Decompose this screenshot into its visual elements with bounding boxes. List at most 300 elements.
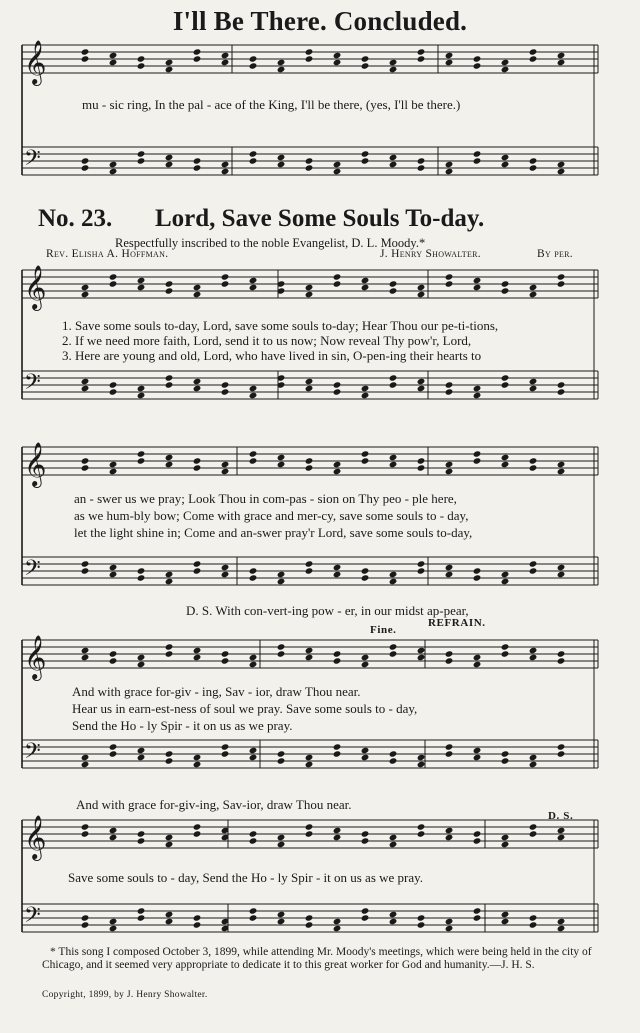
note-head <box>501 650 510 657</box>
note-head <box>529 654 538 661</box>
note-head <box>473 747 482 754</box>
note-head <box>417 823 426 830</box>
note-head <box>277 650 286 657</box>
note-head <box>109 564 118 571</box>
note-head <box>277 911 286 918</box>
note-head <box>389 834 398 841</box>
note-head <box>109 280 118 287</box>
hymn-number: No. 23. <box>38 205 113 232</box>
note-head <box>305 164 314 171</box>
note-head <box>389 287 398 294</box>
note-head <box>305 284 314 291</box>
note-head <box>193 457 202 464</box>
note-head <box>165 643 174 650</box>
note-head <box>445 461 454 468</box>
note-head <box>417 567 426 574</box>
note-head <box>277 59 286 66</box>
note-head <box>81 654 90 661</box>
note-head <box>193 55 202 62</box>
note-head <box>417 48 426 55</box>
note-head <box>137 62 146 69</box>
note-head <box>193 48 202 55</box>
note-head <box>305 754 314 761</box>
note-head <box>249 837 258 844</box>
note-head <box>417 385 426 392</box>
note-head <box>249 754 258 761</box>
note-head <box>529 560 538 567</box>
note-head <box>249 392 258 399</box>
note-head <box>249 830 258 837</box>
note-head <box>221 161 230 168</box>
note-head <box>165 461 174 468</box>
note-head <box>137 567 146 574</box>
note-head <box>193 761 202 768</box>
note-head <box>389 841 398 848</box>
note-head <box>361 574 370 581</box>
note-head <box>249 450 258 457</box>
note-head <box>557 461 566 468</box>
bass-clef-icon: 𝄢 <box>24 556 41 586</box>
note-head <box>221 59 230 66</box>
note-head <box>557 564 566 571</box>
note-head <box>361 385 370 392</box>
note-head <box>137 654 146 661</box>
note-head <box>361 277 370 284</box>
note-head <box>445 750 454 757</box>
note-head <box>277 571 286 578</box>
note-head <box>389 374 398 381</box>
note-head <box>333 571 342 578</box>
note-head <box>193 284 202 291</box>
note-head <box>361 661 370 668</box>
note-head <box>361 830 370 837</box>
note-head <box>81 291 90 298</box>
note-head <box>389 59 398 66</box>
note-head <box>529 157 538 164</box>
note-head <box>361 754 370 761</box>
note-head <box>333 834 342 841</box>
note-head <box>165 841 174 848</box>
note-head <box>305 647 314 654</box>
note-head <box>361 55 370 62</box>
note-head <box>445 743 454 750</box>
note-head <box>445 273 454 280</box>
note-head <box>417 55 426 62</box>
note-head <box>221 381 230 388</box>
note-head <box>221 571 230 578</box>
note-head <box>557 280 566 287</box>
note-head <box>81 921 90 928</box>
note-head <box>193 385 202 392</box>
note-head <box>109 925 118 932</box>
note-head <box>417 157 426 164</box>
note-head <box>445 918 454 925</box>
note-head <box>277 918 286 925</box>
note-head <box>165 66 174 73</box>
note-head <box>473 574 482 581</box>
note-head <box>417 378 426 385</box>
note-head <box>501 374 510 381</box>
note-head <box>221 52 230 59</box>
note-head <box>221 280 230 287</box>
note-head <box>81 761 90 768</box>
copyright: Copyright, 1899, by J. Henry Showalter. <box>42 990 208 1000</box>
note-head <box>277 750 286 757</box>
note-head <box>109 657 118 664</box>
note-head <box>165 571 174 578</box>
note-head <box>557 168 566 175</box>
note-head <box>501 66 510 73</box>
note-head <box>333 388 342 395</box>
ds-lyric-line: D. S. With con-vert-ing pow - er, in our midst ap-pear, <box>186 603 469 618</box>
note-head <box>249 654 258 661</box>
note-head <box>473 55 482 62</box>
note-head <box>81 164 90 171</box>
note-head <box>305 378 314 385</box>
note-head <box>361 457 370 464</box>
treble-clef-icon: 𝄞 <box>24 442 47 486</box>
note-head <box>221 650 230 657</box>
note-head <box>305 914 314 921</box>
note-head <box>389 757 398 764</box>
verse-3-line-1: 3. Here are young and old, Lord, who have lived in sin, O-pen-ing their hearts to <box>62 348 482 363</box>
note-head <box>305 830 314 837</box>
note-head <box>305 560 314 567</box>
note-head <box>361 747 370 754</box>
note-head <box>165 578 174 585</box>
note-head <box>193 560 202 567</box>
note-head <box>249 385 258 392</box>
note-head <box>557 571 566 578</box>
note-head <box>333 161 342 168</box>
note-head <box>557 273 566 280</box>
note-head <box>333 381 342 388</box>
note-head <box>277 154 286 161</box>
note-head <box>277 757 286 764</box>
note-head <box>165 750 174 757</box>
note-head <box>473 450 482 457</box>
note-head <box>501 834 510 841</box>
note-head <box>305 55 314 62</box>
note-head <box>333 827 342 834</box>
note-head <box>473 907 482 914</box>
note-head <box>389 66 398 73</box>
note-head <box>333 918 342 925</box>
note-head <box>445 827 454 834</box>
note-head <box>529 914 538 921</box>
note-head <box>137 277 146 284</box>
ds-mark: D. S. <box>548 810 574 822</box>
note-head <box>445 280 454 287</box>
note-head <box>221 468 230 475</box>
treble-clef-icon: 𝄞 <box>24 815 47 859</box>
note-head <box>165 650 174 657</box>
note-head <box>333 750 342 757</box>
note-head <box>137 830 146 837</box>
note-head <box>473 385 482 392</box>
note-head <box>109 161 118 168</box>
note-head <box>221 168 230 175</box>
composer-credit: J. Henry Showalter. <box>380 248 481 260</box>
note-head <box>109 461 118 468</box>
note-head <box>249 277 258 284</box>
note-head <box>305 567 314 574</box>
note-head <box>417 284 426 291</box>
note-head <box>333 168 342 175</box>
verse-2-line-1: 2. If we need more faith, Lord, send it to us now; Now reveal Thy pow'r, Lord, <box>62 333 472 348</box>
note-head <box>165 834 174 841</box>
line-3-bass-lyric: And with grace for-giv-ing, Sav-ior, draw Thou near. <box>76 797 352 812</box>
note-head <box>305 921 314 928</box>
note-head <box>501 918 510 925</box>
note-head <box>417 464 426 471</box>
note-head <box>389 381 398 388</box>
note-head <box>417 291 426 298</box>
note-head <box>333 564 342 571</box>
note-head <box>557 750 566 757</box>
note-head <box>501 911 510 918</box>
note-head <box>361 907 370 914</box>
verse-1-line-1: 1. Save some souls to-day, Lord, save some souls to-day; Hear Thou our pe-ti-tions, <box>62 318 499 333</box>
note-head <box>445 52 454 59</box>
note-head <box>193 654 202 661</box>
note-head <box>445 168 454 175</box>
note-head <box>165 59 174 66</box>
note-head <box>277 454 286 461</box>
note-head <box>529 823 538 830</box>
note-head <box>333 59 342 66</box>
note-head <box>361 150 370 157</box>
line-3-lyric-3: Send the Ho - ly Spir - it on us as we pray. <box>72 718 293 733</box>
note-head <box>333 468 342 475</box>
hymn-title: Lord, Save Some Souls To-day. <box>155 205 485 232</box>
note-head <box>361 284 370 291</box>
note-head <box>81 914 90 921</box>
note-head <box>305 48 314 55</box>
note-head <box>445 468 454 475</box>
note-head <box>473 654 482 661</box>
note-head <box>193 378 202 385</box>
fine-mark: Fine. <box>370 624 397 636</box>
note-head <box>473 837 482 844</box>
note-head <box>389 918 398 925</box>
note-head <box>305 157 314 164</box>
note-head <box>137 284 146 291</box>
note-head <box>81 464 90 471</box>
note-head <box>249 284 258 291</box>
note-head <box>417 761 426 768</box>
note-head <box>557 827 566 834</box>
note-head <box>417 560 426 567</box>
note-head <box>165 280 174 287</box>
note-head <box>81 48 90 55</box>
note-head <box>529 385 538 392</box>
note-head <box>361 567 370 574</box>
note-head <box>529 457 538 464</box>
note-head <box>249 907 258 914</box>
note-head <box>445 388 454 395</box>
note-head <box>473 914 482 921</box>
note-head <box>501 461 510 468</box>
note-head <box>529 291 538 298</box>
note-head <box>417 914 426 921</box>
note-head <box>165 911 174 918</box>
verse-2-line-2: as we hum-bly bow; Come with grace and mer-cy, save some souls to - day, <box>74 508 469 523</box>
note-head <box>221 564 230 571</box>
note-head <box>193 464 202 471</box>
note-head <box>109 571 118 578</box>
note-head <box>529 464 538 471</box>
note-head <box>109 168 118 175</box>
note-head <box>277 834 286 841</box>
note-head <box>277 841 286 848</box>
note-head <box>109 743 118 750</box>
note-head <box>445 657 454 664</box>
note-head <box>193 157 202 164</box>
note-head <box>193 754 202 761</box>
note-head <box>221 743 230 750</box>
note-head <box>501 643 510 650</box>
hymn-dedication: Respectfully inscribed to the noble Evangelist, D. L. Moody.* <box>115 236 426 250</box>
note-head <box>389 571 398 578</box>
note-head <box>81 830 90 837</box>
note-head <box>333 273 342 280</box>
note-head <box>501 154 510 161</box>
note-head <box>109 827 118 834</box>
note-head <box>221 388 230 395</box>
treble-clef-icon: 𝄞 <box>24 40 47 84</box>
note-head <box>557 59 566 66</box>
note-head <box>109 388 118 395</box>
note-head <box>473 661 482 668</box>
note-head <box>165 381 174 388</box>
note-head <box>221 461 230 468</box>
note-head <box>557 388 566 395</box>
note-head <box>137 150 146 157</box>
note-head <box>501 287 510 294</box>
note-head <box>165 154 174 161</box>
note-head <box>305 761 314 768</box>
note-head <box>137 747 146 754</box>
note-head <box>165 161 174 168</box>
note-head <box>249 574 258 581</box>
note-head <box>389 280 398 287</box>
note-head <box>557 743 566 750</box>
note-head <box>417 654 426 661</box>
refrain-mark: REFRAIN. <box>428 617 486 629</box>
note-head <box>473 457 482 464</box>
note-head <box>109 59 118 66</box>
note-head <box>501 381 510 388</box>
note-head <box>529 830 538 837</box>
note-head <box>249 457 258 464</box>
note-head <box>193 914 202 921</box>
note-head <box>221 750 230 757</box>
note-head <box>417 647 426 654</box>
note-head <box>501 59 510 66</box>
note-head <box>333 461 342 468</box>
note-head <box>109 468 118 475</box>
note-head <box>389 154 398 161</box>
note-head <box>529 567 538 574</box>
note-head <box>165 287 174 294</box>
note-head <box>277 578 286 585</box>
note-head <box>137 907 146 914</box>
note-head <box>501 841 510 848</box>
note-head <box>81 754 90 761</box>
footnote: * This song I composed October 3, 1899, while attending Mr. Moody's meetings, which were being held in the city of Chicago, and it seemed very appropriate to dedicate it to this great worker for God and humanity.—J. H. S. <box>42 946 592 971</box>
note-head <box>137 574 146 581</box>
note-head <box>445 650 454 657</box>
note-head <box>249 150 258 157</box>
note-head <box>361 392 370 399</box>
note-head <box>445 834 454 841</box>
note-head <box>81 823 90 830</box>
note-head <box>361 450 370 457</box>
note-head <box>333 280 342 287</box>
note-head <box>529 921 538 928</box>
note-head <box>333 743 342 750</box>
note-head <box>81 385 90 392</box>
note-head <box>557 161 566 168</box>
note-head <box>361 62 370 69</box>
note-head <box>445 564 454 571</box>
note-head <box>109 834 118 841</box>
note-head <box>557 925 566 932</box>
verse-3-line-2: let the light shine in; Come and an-swer pray'r Lord, save some souls to-day, <box>74 525 473 540</box>
note-head <box>305 291 314 298</box>
note-head <box>389 911 398 918</box>
note-head <box>501 571 510 578</box>
note-head <box>249 157 258 164</box>
note-head <box>557 381 566 388</box>
note-head <box>137 754 146 761</box>
note-head <box>137 157 146 164</box>
note-head <box>557 918 566 925</box>
note-head <box>445 381 454 388</box>
note-head <box>445 59 454 66</box>
note-head <box>137 837 146 844</box>
note-head <box>249 747 258 754</box>
lyricist-credit: Rev. Elisha A. Hoffman. <box>46 248 169 260</box>
note-head <box>501 454 510 461</box>
note-head <box>193 647 202 654</box>
note-head <box>193 567 202 574</box>
note-head <box>165 454 174 461</box>
note-head <box>249 914 258 921</box>
note-head <box>277 643 286 650</box>
note-head <box>473 392 482 399</box>
note-head <box>557 468 566 475</box>
note-head <box>277 161 286 168</box>
note-head <box>529 164 538 171</box>
note-head <box>333 925 342 932</box>
verse-1-line-2: an - swer us we pray; Look Thou in com-pas - sion on Thy peo - ple here, <box>74 491 457 506</box>
note-head <box>557 834 566 841</box>
note-head <box>277 461 286 468</box>
note-head <box>361 914 370 921</box>
note-head <box>389 461 398 468</box>
note-head <box>501 578 510 585</box>
note-head <box>529 647 538 654</box>
note-head <box>473 62 482 69</box>
note-head <box>137 457 146 464</box>
note-head <box>193 921 202 928</box>
note-head <box>557 657 566 664</box>
note-head <box>109 273 118 280</box>
note-head <box>473 157 482 164</box>
note-head <box>249 62 258 69</box>
